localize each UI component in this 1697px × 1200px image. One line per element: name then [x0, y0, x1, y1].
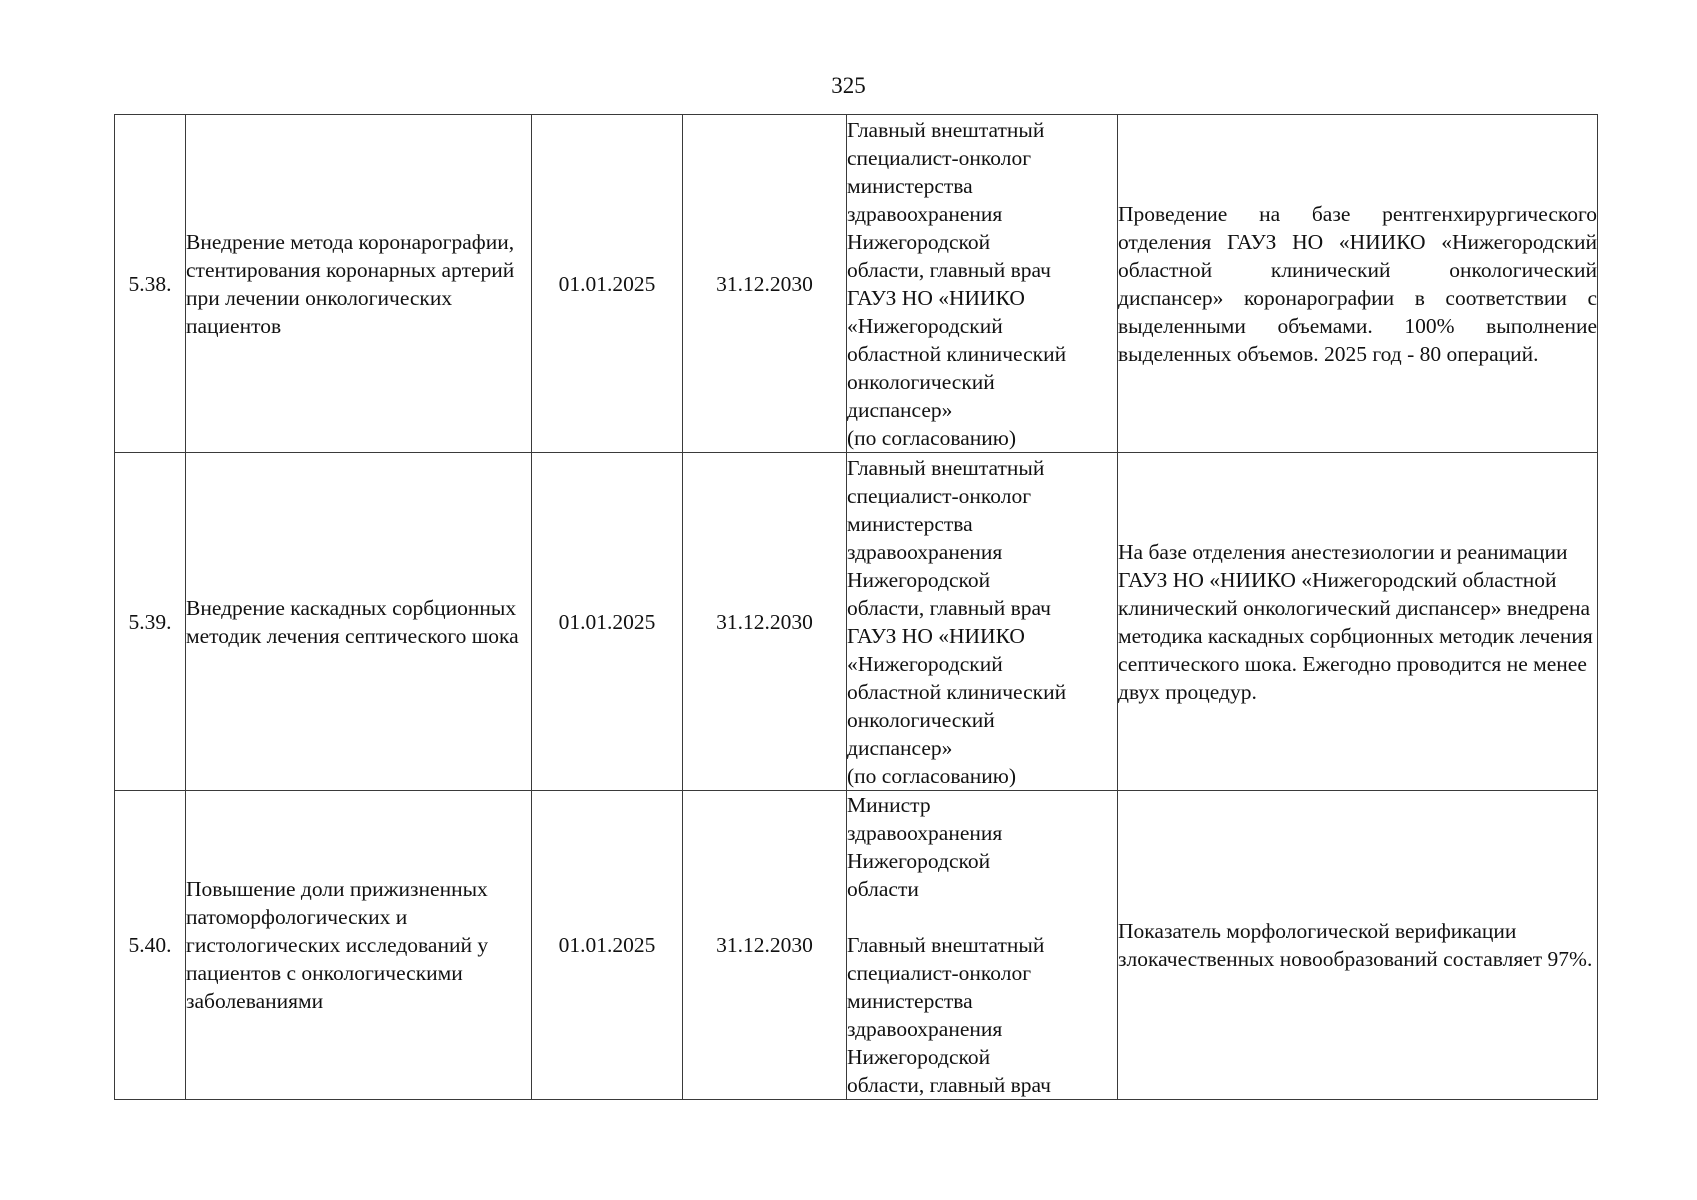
responsible-person	[847, 453, 1118, 791]
measure-name: Повышение доли прижизненных патоморфологических и гистологических исследований у пациентов с онкологическими заболеваниями	[186, 791, 532, 1100]
row-number: 5.38.	[115, 115, 186, 453]
start-date: 01.01.2025	[532, 791, 683, 1100]
result-text: Показатель морфологической верификации злокачественных новообразований составляет 97%.	[1118, 919, 1593, 971]
measure-name: Внедрение метода коронарографии, стентирования коронарных артерий при лечении онкологических пациентов	[186, 115, 532, 453]
start-date: 01.01.2025	[532, 115, 683, 453]
table-row	[115, 115, 1598, 453]
row-number: 5.39.	[115, 453, 186, 791]
expected-result	[1118, 791, 1598, 1100]
end-date: 31.12.2030	[683, 453, 847, 791]
end-date: 31.12.2030	[683, 791, 847, 1100]
end-date: 31.12.2030	[683, 115, 847, 453]
table-row	[115, 453, 1598, 791]
measure-name: Внедрение каскадных сорбционных методик лечения септического шока	[186, 453, 532, 791]
start-date: 01.01.2025	[532, 453, 683, 791]
result-text: На базе отделения анестезиологии и реанимации ГАУЗ НО «НИИКО «Нижегородский областной клинический онкологический диспансер» внедрена методика каскадных сорбционных методик лечения септического шока. Ежегодно проводится не менее двух процедур.	[1118, 539, 1593, 704]
responsible-person	[847, 791, 1118, 1100]
row-number: 5.40.	[115, 791, 186, 1100]
responsible-person	[847, 115, 1118, 453]
expected-result	[1118, 115, 1598, 453]
page-number: 325	[831, 73, 866, 98]
table-row	[115, 791, 1598, 1100]
expected-result	[1118, 453, 1598, 791]
result-text: Проведение на базе рентгенхирургического отделения ГАУЗ НО «НИИКО «Нижегородский областной клинический онкологический диспансер» коронарографии в соответствии с выделенными объемами. 100% выполнение выделенных объемов. 2025 год - 80 операций.	[1118, 201, 1597, 366]
responsible-text: Главный внештатный специалист-онколог министерства здравоохранения Нижегородской области, главный врач ГАУЗ НО «НИИКО «Нижегородский областной клинический онкологический диспансер» (по согласованию)	[847, 455, 1067, 788]
measures-table	[114, 114, 1598, 1100]
responsible-text: Министр здравоохранения Нижегородской области Главный внештатный специалист-онколог министерства здравоохранения Нижегородской области, главный врач	[847, 793, 1051, 1097]
responsible-text: Главный внештатный специалист-онколог министерства здравоохранения Нижегородской области, главный врач ГАУЗ НО «НИИКО «Нижегородский областной клинический онкологический диспансер» (по согласованию)	[847, 117, 1067, 450]
